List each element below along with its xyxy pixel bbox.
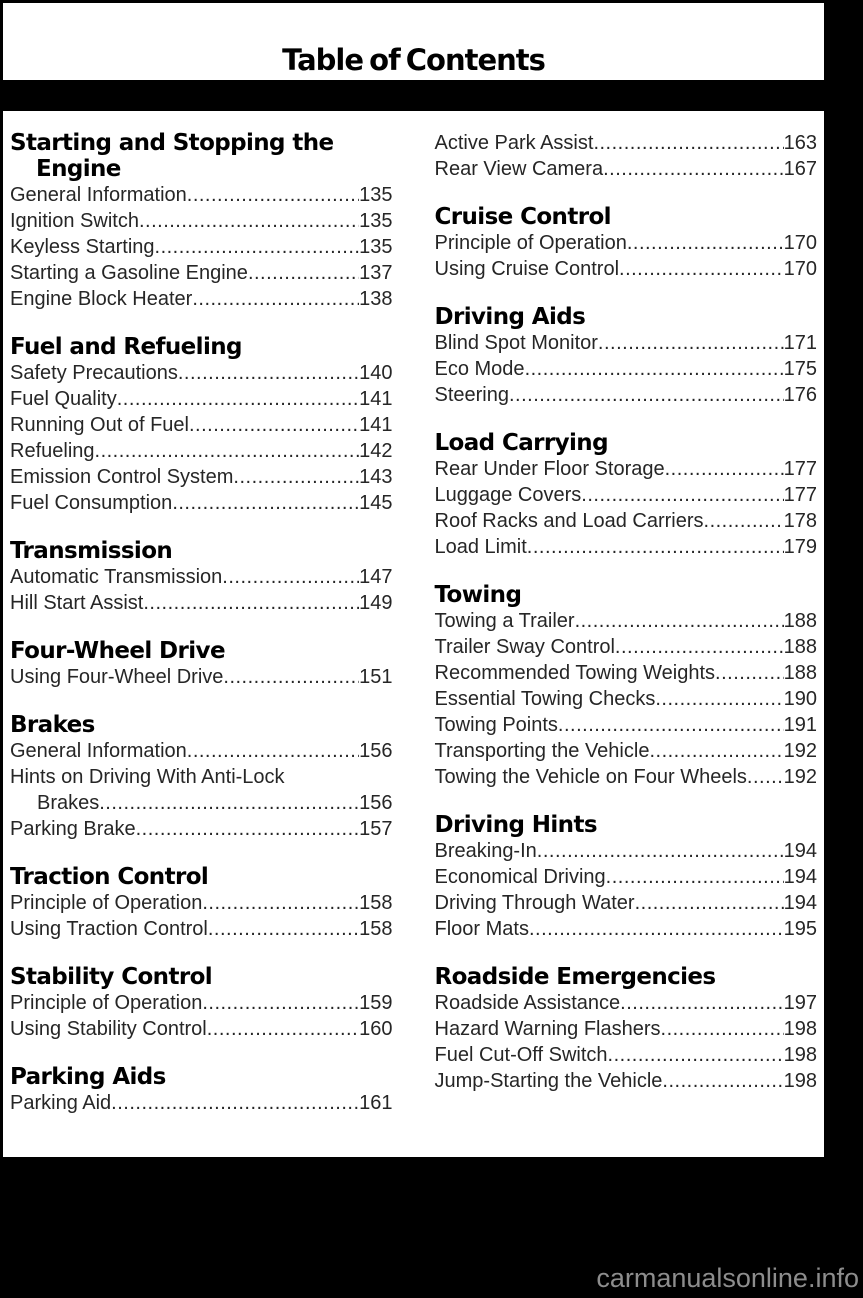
toc-entry-line <box>10 664 393 690</box>
toc-entry-line <box>435 456 818 482</box>
dot-leader <box>178 360 359 386</box>
toc-entry <box>435 634 818 660</box>
toc-entry-label: Hill Start Assist <box>10 592 144 614</box>
toc-entry-line <box>435 686 818 712</box>
section-heading <box>435 204 818 230</box>
toc-entry <box>10 490 393 516</box>
toc-entry-label: Eco Mode <box>434 358 525 380</box>
page-number: 190 <box>783 688 817 710</box>
toc-entry-line <box>435 990 818 1016</box>
section-heading-line: Starting and Stopping the <box>10 130 334 156</box>
section-heading <box>10 864 393 890</box>
page-number: 161 <box>359 1092 393 1114</box>
toc-entry <box>10 1016 393 1042</box>
toc-entry-label: Essential Towing Checks <box>434 688 656 710</box>
section-heading-line: Transmission <box>10 538 173 564</box>
toc-section <box>10 638 393 690</box>
toc-entry-line <box>435 634 818 660</box>
page-title: Table of Contents <box>282 43 545 77</box>
dot-leader <box>661 1016 784 1042</box>
toc-entry-label: Refueling <box>10 440 95 462</box>
toc-entry-label: Engine Block Heater <box>10 288 193 310</box>
toc-entry-label: Using Four-Wheel Drive <box>10 666 224 688</box>
page-number: 143 <box>359 466 393 488</box>
toc-entry-line <box>435 838 818 864</box>
toc-entry-line <box>435 660 818 686</box>
dot-leader <box>608 1042 784 1068</box>
page-number: 163 <box>783 132 817 154</box>
toc-content <box>3 111 824 1157</box>
dot-leader <box>248 260 359 286</box>
toc-section <box>10 964 393 1042</box>
toc-entry <box>10 890 393 916</box>
dot-leader <box>223 664 359 690</box>
toc-section <box>10 1064 393 1116</box>
page-number: 171 <box>783 332 817 354</box>
toc-entry-line <box>435 330 818 356</box>
toc-entry-line <box>435 764 818 790</box>
page-number: 158 <box>359 892 393 914</box>
section-heading <box>10 538 393 564</box>
toc-entry-label: Running Out of Fuel <box>10 414 189 436</box>
page-number: 149 <box>359 592 393 614</box>
page-number: 156 <box>359 740 393 762</box>
toc-entry-label: Brakes <box>37 792 100 814</box>
dot-leader <box>139 208 359 234</box>
toc-entry <box>10 564 393 590</box>
toc-entry-line <box>10 464 393 490</box>
page-number: 140 <box>359 362 393 384</box>
toc-entry-label: Emission Control System <box>10 466 234 488</box>
toc-entry-label: Using Stability Control <box>10 1018 207 1040</box>
dot-leader <box>207 1016 359 1042</box>
toc-section <box>435 130 818 182</box>
dot-leader <box>192 286 359 312</box>
toc-entry <box>10 590 393 616</box>
toc-entry <box>10 990 393 1016</box>
toc-entry <box>10 738 393 764</box>
toc-entry-line <box>435 508 818 534</box>
page-number: 176 <box>783 384 817 406</box>
page-number: 179 <box>783 536 817 558</box>
dot-leader <box>202 990 359 1016</box>
toc-entry-label: Principle of Operation <box>10 992 203 1014</box>
toc-entry <box>10 182 393 208</box>
dot-leader <box>222 564 359 590</box>
dot-leader <box>111 1090 359 1116</box>
toc-entry-label: Floor Mats <box>434 918 529 940</box>
dot-leader <box>143 590 359 616</box>
toc-entry-label: Using Traction Control <box>10 918 208 940</box>
toc-entry-line <box>435 130 818 156</box>
page-number: 159 <box>359 992 393 1014</box>
toc-entry-label: General Information <box>10 740 187 762</box>
toc-entry <box>10 1090 393 1116</box>
page-number: 198 <box>783 1070 817 1092</box>
page-number: 167 <box>783 158 817 180</box>
page-number: 151 <box>359 666 393 688</box>
section-heading-line: Driving Hints <box>434 812 597 838</box>
toc-column-left <box>10 130 393 1157</box>
section-heading <box>10 964 393 990</box>
toc-entry-label: Parking Brake <box>10 818 136 840</box>
toc-entry <box>435 1016 818 1042</box>
page-number: 138 <box>359 288 393 310</box>
toc-entry-line <box>435 156 818 182</box>
toc-column-right <box>435 130 818 1157</box>
toc-entry-label: Automatic Transmission <box>10 566 223 588</box>
section-heading <box>10 638 393 664</box>
toc-entry-label: Parking Aid <box>10 1092 112 1114</box>
toc-entry <box>435 738 818 764</box>
page-number: 192 <box>783 740 817 762</box>
toc-entry-label: Rear Under Floor Storage <box>434 458 665 480</box>
dot-leader <box>233 464 359 490</box>
page-number: 157 <box>359 818 393 840</box>
toc-entry-label: Blind Spot Monitor <box>434 332 598 354</box>
dot-leader <box>627 230 784 256</box>
section-heading-line: Roadside Emergencies <box>434 964 716 990</box>
toc-entry <box>435 130 818 156</box>
toc-entry-line <box>435 712 818 738</box>
toc-entry-line <box>10 738 393 764</box>
toc-section <box>435 204 818 282</box>
toc-entry-label: Starting a Gasoline Engine <box>10 262 248 284</box>
toc-entry <box>435 764 818 790</box>
toc-section <box>435 582 818 790</box>
toc-entry-label: Ignition Switch <box>10 210 139 232</box>
section-heading-line: Driving Aids <box>434 304 586 330</box>
section-heading-line: Stability Control <box>10 964 213 990</box>
toc-entry-line <box>435 356 818 382</box>
toc-entry <box>10 916 393 942</box>
toc-entry-line <box>435 482 818 508</box>
toc-section <box>10 334 393 516</box>
toc-entry <box>435 330 818 356</box>
page-number: 137 <box>359 262 393 284</box>
toc-entry <box>10 816 393 842</box>
toc-section <box>435 304 818 408</box>
page-number: 177 <box>783 484 817 506</box>
toc-entry-line <box>10 412 393 438</box>
page-number: 142 <box>359 440 393 462</box>
dot-leader <box>187 738 359 764</box>
toc-entry-label: Using Cruise Control <box>434 258 620 280</box>
dot-leader <box>95 438 360 464</box>
dot-leader <box>575 608 784 634</box>
toc-entry-line <box>10 916 393 942</box>
toc-entry-label: Safety Precautions <box>10 362 178 384</box>
dot-leader <box>117 386 359 412</box>
dot-leader <box>635 890 784 916</box>
dot-leader <box>527 534 784 560</box>
toc-entry-line <box>10 234 393 260</box>
page-number: 197 <box>783 992 817 1014</box>
toc-entry-label: Roof Racks and Load Carriers <box>434 510 704 532</box>
dot-leader <box>619 256 784 282</box>
toc-entry <box>435 256 818 282</box>
toc-entry <box>435 864 818 890</box>
page-number: 177 <box>783 458 817 480</box>
toc-entry <box>10 208 393 234</box>
toc-entry-line <box>435 534 818 560</box>
toc-entry-label: Trailer Sway Control <box>434 636 615 658</box>
toc-section <box>435 430 818 560</box>
toc-section <box>10 538 393 616</box>
dot-leader <box>581 482 783 508</box>
toc-entry-label: Active Park Assist <box>434 132 594 154</box>
toc-entry <box>10 386 393 412</box>
toc-entry-label: Fuel Quality <box>10 388 117 410</box>
toc-entry-label: Load Limit <box>434 536 527 558</box>
toc-entry-line <box>435 608 818 634</box>
toc-entry-label: Recommended Towing Weights <box>434 662 716 684</box>
page-number: 145 <box>359 492 393 514</box>
page-header <box>3 3 824 80</box>
section-heading-line: Engine <box>36 156 121 182</box>
toc-entry <box>10 464 393 490</box>
toc-entry-line <box>10 564 393 590</box>
page-number: 141 <box>359 388 393 410</box>
section-heading <box>435 304 818 330</box>
section-heading <box>435 582 818 608</box>
toc-section <box>435 812 818 942</box>
dot-leader <box>99 790 359 816</box>
dot-leader <box>747 764 784 790</box>
toc-entry-label: Roadside Assistance <box>434 992 621 1014</box>
page-number: 135 <box>359 210 393 232</box>
toc-entry <box>10 260 393 286</box>
toc-section <box>435 964 818 1094</box>
page-number: 198 <box>783 1018 817 1040</box>
toc-entry <box>10 764 393 816</box>
toc-entry <box>10 234 393 260</box>
dot-leader <box>172 490 359 516</box>
page-number: 135 <box>359 184 393 206</box>
section-heading <box>10 334 393 360</box>
toc-entry-line <box>435 1042 818 1068</box>
toc-entry <box>435 1042 818 1068</box>
dot-leader <box>529 916 784 942</box>
toc-entry-label: Steering <box>434 384 509 406</box>
page-number: 141 <box>359 414 393 436</box>
dot-leader <box>136 816 360 842</box>
section-heading <box>10 1064 393 1090</box>
toc-entry-line <box>10 790 393 816</box>
page-number: 160 <box>359 1018 393 1040</box>
page-number: 192 <box>783 766 817 788</box>
page-footer <box>0 1157 863 1298</box>
toc-entry-label: Principle of Operation <box>10 892 203 914</box>
toc-entry <box>435 1068 818 1094</box>
dot-leader <box>593 130 783 156</box>
toc-entry <box>435 890 818 916</box>
toc-entry-line <box>435 1068 818 1094</box>
dot-leader <box>537 838 784 864</box>
toc-entry-line <box>10 890 393 916</box>
page-number: 194 <box>783 866 817 888</box>
toc-entry-line <box>435 256 818 282</box>
dot-leader <box>509 382 784 408</box>
toc-entry-line <box>10 260 393 286</box>
section-heading <box>435 812 818 838</box>
toc-entry-line <box>10 386 393 412</box>
section-heading-line: Fuel and Refueling <box>10 334 242 360</box>
toc-entry <box>10 664 393 690</box>
toc-entry-line <box>10 208 393 234</box>
toc-entry-label: Rear View Camera <box>434 158 604 180</box>
section-heading <box>435 964 818 990</box>
page-number: 195 <box>783 918 817 940</box>
toc-entry <box>435 356 818 382</box>
dot-leader <box>208 916 359 942</box>
toc-entry-label: Hazard Warning Flashers <box>434 1018 661 1040</box>
toc-entry <box>435 712 818 738</box>
dot-leader <box>603 156 784 182</box>
toc-entry <box>435 508 818 534</box>
page-number: 147 <box>359 566 393 588</box>
header-divider-bar <box>0 80 863 111</box>
toc-entry-line <box>435 1016 818 1042</box>
toc-entry <box>435 230 818 256</box>
page-number: 175 <box>783 358 817 380</box>
toc-entry <box>435 382 818 408</box>
toc-entry <box>435 660 818 686</box>
dot-leader <box>704 508 784 534</box>
section-heading <box>10 712 393 738</box>
section-heading-line: Brakes <box>10 712 95 738</box>
toc-entry-label: Luggage Covers <box>434 484 582 506</box>
dot-leader <box>525 356 784 382</box>
toc-section <box>10 712 393 842</box>
toc-entry-line <box>435 916 818 942</box>
toc-entry <box>10 360 393 386</box>
toc-entry <box>435 916 818 942</box>
toc-entry-label: Driving Through Water <box>434 892 635 914</box>
toc-entry-label: Principle of Operation <box>434 232 627 254</box>
toc-entry <box>435 608 818 634</box>
toc-entry-line <box>10 1016 393 1042</box>
dot-leader <box>649 738 783 764</box>
toc-entry-line <box>435 864 818 890</box>
page-number: 194 <box>783 840 817 862</box>
toc-entry <box>435 456 818 482</box>
toc-entry-line <box>10 590 393 616</box>
section-heading-line: Four-Wheel Drive <box>10 638 225 664</box>
toc-section <box>10 864 393 942</box>
dot-leader <box>665 456 784 482</box>
toc-entry <box>435 838 818 864</box>
toc-entry-line <box>435 230 818 256</box>
page-number: 188 <box>783 610 817 632</box>
dot-leader <box>715 660 784 686</box>
toc-entry <box>10 438 393 464</box>
section-heading-line: Traction Control <box>10 864 209 890</box>
toc-entry-label: Jump-Starting the Vehicle <box>434 1070 663 1092</box>
section-heading-line: Cruise Control <box>434 204 611 230</box>
dot-leader <box>655 686 783 712</box>
toc-entry-label: Breaking-In <box>434 840 537 862</box>
page-number: 170 <box>783 258 817 280</box>
toc-entry-line <box>10 438 393 464</box>
toc-entry-line <box>10 490 393 516</box>
page-number: 170 <box>783 232 817 254</box>
page-number: 198 <box>783 1044 817 1066</box>
section-heading <box>435 430 818 456</box>
toc-entry <box>435 156 818 182</box>
dot-leader <box>615 634 784 660</box>
page-number: 194 <box>783 892 817 914</box>
page-number: 188 <box>783 662 817 684</box>
toc-entry <box>435 482 818 508</box>
toc-entry <box>10 412 393 438</box>
toc-entry-line <box>435 890 818 916</box>
toc-entry-line <box>10 816 393 842</box>
toc-entry-text: Hints on Driving With Anti-Lock <box>10 766 285 788</box>
dot-leader <box>606 864 784 890</box>
dot-leader <box>598 330 784 356</box>
toc-entry-label: Fuel Cut-Off Switch <box>434 1044 608 1066</box>
toc-entry-label: Fuel Consumption <box>10 492 173 514</box>
dot-leader <box>662 1068 783 1094</box>
toc-entry <box>10 286 393 312</box>
watermark-text: carmanualsonline.info <box>596 1263 859 1294</box>
toc-entry-line <box>435 738 818 764</box>
dot-leader <box>558 712 784 738</box>
page-number: 135 <box>359 236 393 258</box>
toc-entry-line <box>10 1090 393 1116</box>
toc-entry <box>435 686 818 712</box>
toc-entry-label: Towing a Trailer <box>434 610 575 632</box>
toc-entry-line <box>10 286 393 312</box>
dot-leader <box>187 182 359 208</box>
toc-entry <box>435 534 818 560</box>
toc-entry-label: General Information <box>10 184 187 206</box>
page-number: 178 <box>783 510 817 532</box>
page-number: 188 <box>783 636 817 658</box>
toc-entry <box>435 990 818 1016</box>
section-heading-line: Towing <box>434 582 522 608</box>
dot-leader <box>202 890 359 916</box>
dot-leader <box>155 234 360 260</box>
section-heading-line: Load Carrying <box>434 430 608 456</box>
toc-entry-line <box>10 360 393 386</box>
toc-entry-label: Keyless Starting <box>10 236 155 258</box>
section-heading <box>10 130 393 182</box>
dot-leader <box>189 412 359 438</box>
dot-leader <box>620 990 783 1016</box>
page-number: 191 <box>783 714 817 736</box>
toc-entry-label: Transporting the Vehicle <box>434 740 650 762</box>
toc-section <box>10 130 393 312</box>
toc-entry-line <box>10 990 393 1016</box>
toc-entry-label: Economical Driving <box>434 866 606 888</box>
section-heading-line: Parking Aids <box>10 1064 166 1090</box>
toc-entry-line <box>10 182 393 208</box>
page-number: 156 <box>359 792 393 814</box>
toc-entry-line <box>435 382 818 408</box>
toc-entry-label: Towing the Vehicle on Four Wheels <box>434 766 747 788</box>
toc-entry-label: Towing Points <box>434 714 558 736</box>
page-number: 158 <box>359 918 393 940</box>
